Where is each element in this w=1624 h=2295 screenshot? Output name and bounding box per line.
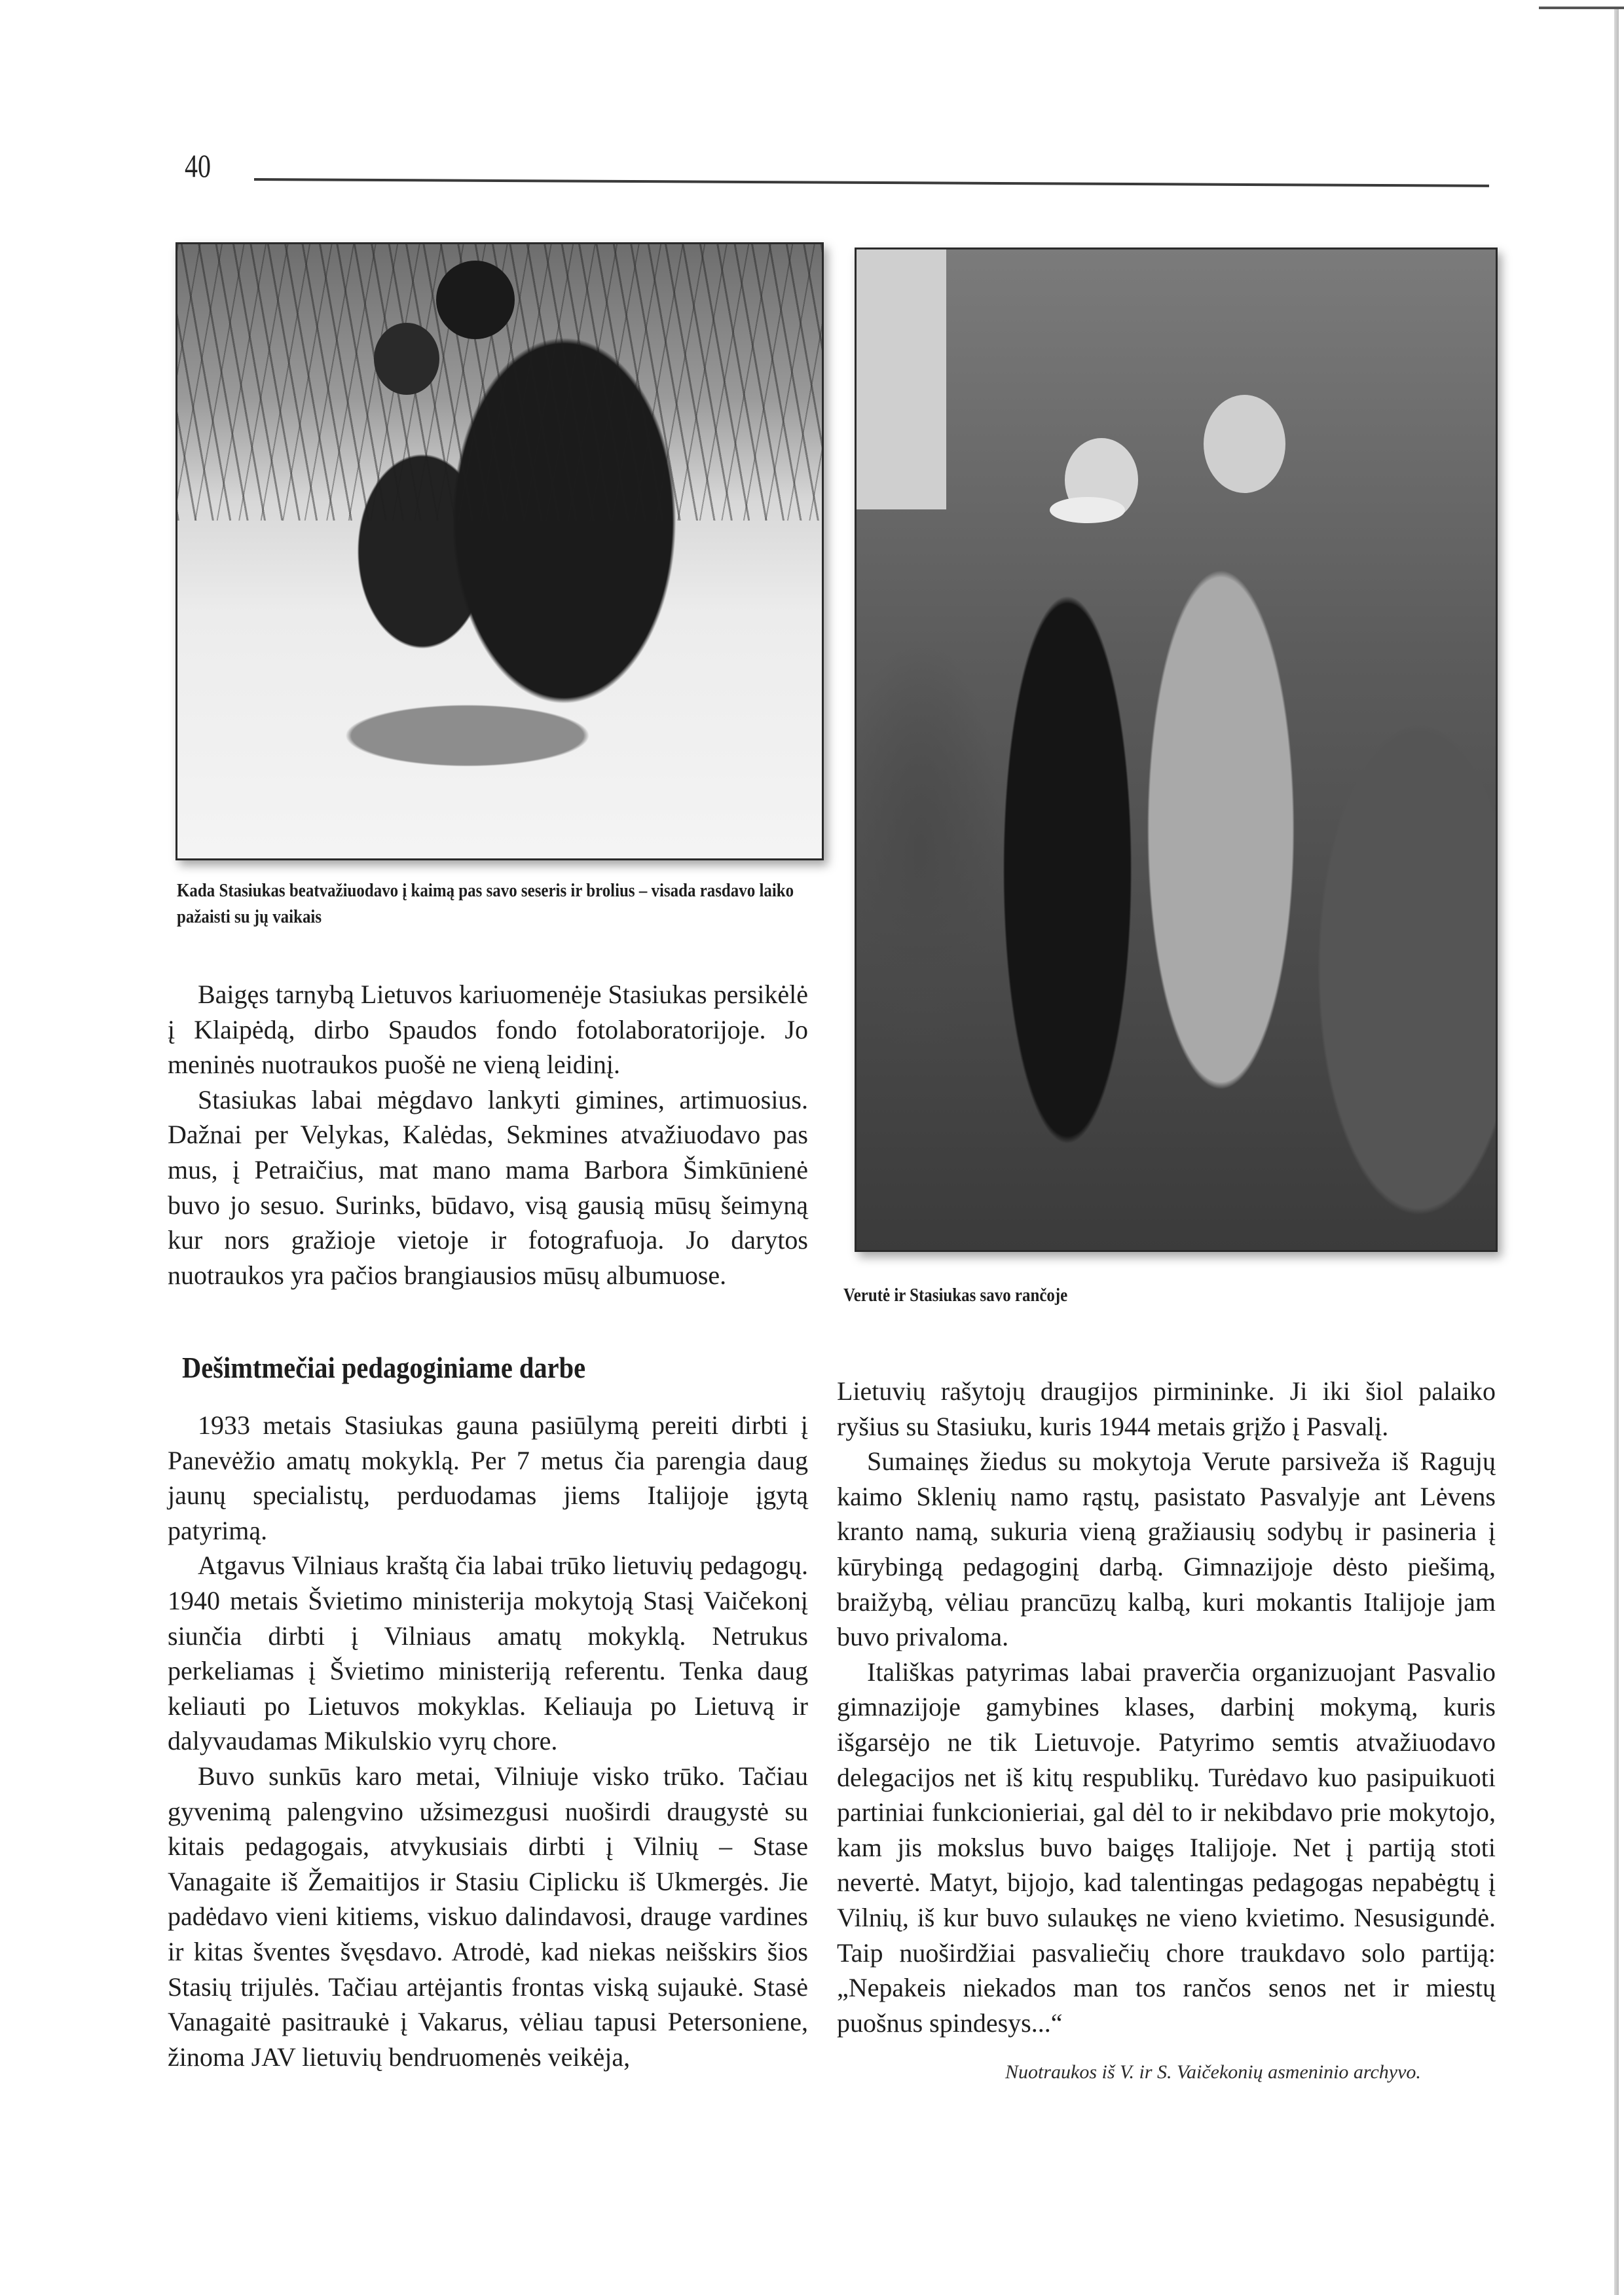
paragraph: 1933 metais Stasiukas gauna pasiūlymą pereiti dirbti į Panevėžio amatų mokyklą. Per 7 metus čia parengia daug jaunų specialistų, perduodamas jiems Italijoje įgytą patyrimą. [168, 1410, 808, 1545]
header-rule [254, 178, 1489, 187]
wall-shape [857, 249, 946, 509]
photo-credit: Nuotraukos iš V. ir S. Vaičekonių asmeninio archyvo. [1005, 2061, 1421, 2083]
intro-text-block [168, 977, 808, 1293]
man-head-shape [1204, 395, 1285, 493]
page-edge-top-mark [1539, 7, 1624, 9]
paragraph: Stasiukas labai mėgdavo lankyti gimines, artimuosius. Dažnai per Velykas, Kalėdas, Sekmines atvažiuodavo pas mus, į Petraičius, mat mano mama Barbora Šimkūnienė buvo jo sesuo. Surinks, būdavo, visą gausią mūsų šeimyną kur nors gražioje vietoje ir fotografuoja. Jo darytos nuotraukos yra pačios brangiausios mūsų albumuose. [168, 1084, 808, 1290]
paragraph: Lietuvių rašytojų draugijos pirmininke. Ji iki šiol palaiko ryšius su Stasiuku, kuris 1944 metais grįžo į Pasvalį. [837, 1376, 1496, 1441]
paragraph: Buvo sunkūs karo metai, Vilniuje visko trūko. Tačiau gyvenimą palengvino užsimezgusi nuoširdi draugystė su kitais pedagogais, atvykusiais dirbti į Vilnių – Stase Vanagaite iš Žemaitijos ir Stasiu Ciplicku iš Ukmergės. Jie padėdavo vieni kitiems, viskuo dalindavosi, drauge vardines ir kitas šventes švęsdavo. Atrodė, kad niekas neišskirs šios Stasių trijulės. Tačiau artėjantis frontas viską sujaukė. Stasė Vanagaitė pasitraukė į Vakarus, vėliau tapusi Petersoniene, žinoma JAV lietuvių bendruomenės veikėja, [168, 1761, 808, 2072]
paragraph: Atgavus Vilniaus kraštą čia labai trūko lietuvių pedagogų. 1940 metais Švietimo ministerija mokytoją Stasį Vaičekonį siunčia dirbti į Vilniaus amatų mokyklą. Netrukus perkeliamas į Švietimo ministeriją referentu. Tenka daug keliauti po Lietuvos mokyklas. Keliauja po Lietuvą ir dalyvaudamas Mikulskio vyrų chore. [168, 1551, 808, 1756]
section-heading: Dešimtmečiai pedagoginiame darbe [182, 1351, 586, 1384]
paragraph: Sumainęs žiedus su mokytoja Verute parsiveža iš Ragujų kaimo Sklenių namo rąstų, pasistato Pasvalyje ant Lėvens kranto namą, sukuria vieną gražiausių sodybų ir pasineria į kūrybingą pedagoginį darbą. Gimnazijoje dėsto piešimą, braižybą, vėliau prancūzų kalbą, kuri mokantis Italijoje jam buvo privaloma. [837, 1446, 1496, 1652]
page-edge-shadow [1614, 8, 1619, 2295]
left-column-text [168, 1408, 808, 2074]
right-column-text [837, 1374, 1496, 2040]
paragraph: Itališkas patyrimas labai praverčia organizuojant Pasvalio gimnazijoje gamybines klases, darbinį mokymą, kuris išgarsėjo ne tik Lietuvoje. Patyrimo semtis atvažiuodavo delegacijos net iš kitų respublikų. Turėdavo kuo pasipuikuoti partiniai funkcionieriai, gal dėl to ir nekibdavo prie mokytojo, kam jis mokslus buvo baigęs Italijoje. Net į partiją stoti nevertė. Matyt, bijojo, kad talentingas pedagogas nepabėgtų į Vilnių, iš kur buvo sulaukęs ne vieno kvietimo. Nesusigundė. Taip nuoširdžiai pasvaliečių chore traukdavo solo partiją: „Nepakeis niekados man tos rančos senos net ir miestų puošnus spindesys...“ [837, 1657, 1496, 2038]
man-head-shape [436, 261, 515, 339]
photo-sled-winter [175, 242, 824, 860]
caption-sled-photo: Kada Stasiukas beatvažiuodavo į kaimą pas savo seseris ir brolius – visada rasdavo laiko pažaisti su jų vaikais [177, 880, 794, 927]
paragraph: Baigęs tarnybą Lietuvos kariuomenėje Stasiukas persikėlė į Klaipėdą, dirbo Spaudos fondo fotolaboratorijoje. Jo meninės nuotraukos puošė ne vieną leidinį. [168, 980, 808, 1080]
woman-collar-shape [1050, 497, 1125, 523]
photo-couple-garden [855, 248, 1498, 1252]
page-number: 40 [185, 147, 211, 184]
boy-head-shape [374, 323, 439, 395]
caption-couple-photo: Verutė ir Stasiukas savo rančoje [843, 1285, 1068, 1306]
